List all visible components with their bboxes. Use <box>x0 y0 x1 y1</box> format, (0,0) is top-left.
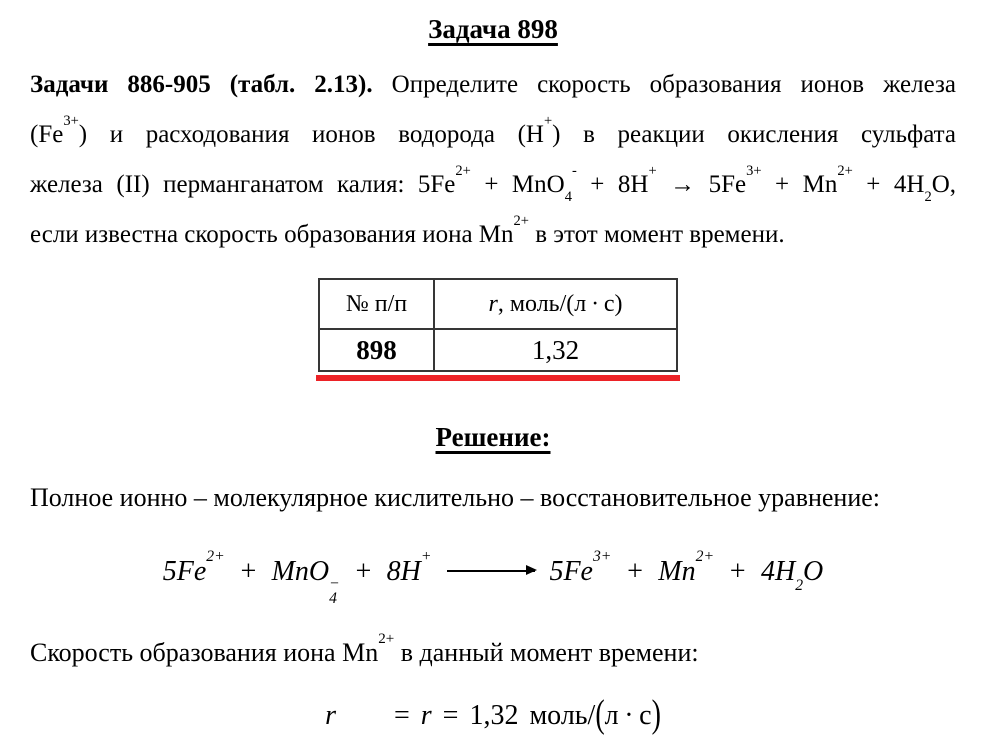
reaction-arrow-icon <box>447 570 535 572</box>
table-header-number: № п/п <box>319 279 434 329</box>
rate-statement: Скорость образования иона $Mn^{2+}$ в данный момент времени: <box>30 631 699 667</box>
final-formula: r = r = 1,32 моль/(л · с) <box>325 692 661 736</box>
statement-line-4: если известна скорость образования иона $Mn^{2+}$ в этот момент времени. <box>30 213 785 248</box>
problem-number-cell: 898 <box>319 329 434 371</box>
page-title: Задача 898 <box>428 14 558 44</box>
solution-heading: Решение: <box>435 422 551 452</box>
statement-line-2: $(Fe^{3+})$ и расходования ионов водорода (H+) в реакции окисления сульфата <box>30 113 956 148</box>
statement-line-1: Задачи 886-905 (табл. 2.13). Определите скорость образования ионов железа <box>30 71 956 98</box>
red-underline <box>316 375 680 381</box>
problem-statement <box>30 60 956 260</box>
table-header-row <box>319 279 677 329</box>
table-header-rate: r, моль/(л · с) <box>434 279 677 329</box>
statement-line-3: железа (II) перманганатом калия: $5Fe^{2+} + MnO_4^- + 8H^+ \to 5Fe^{3+} + Mn^{2+} + 4H_2O$, <box>30 163 956 206</box>
data-table <box>318 278 678 372</box>
charge-sub-sup-stack: − 4 <box>329 574 340 607</box>
reaction-equation: $5Fe^{2+}$ + MnO − 4 + 8H+ $5Fe^{3+} + Mn^{2+} + 4H_2O$ <box>162 548 824 607</box>
subscript-gap <box>336 723 394 724</box>
table-row <box>319 329 677 371</box>
rate-value-cell: 1,32 <box>434 329 677 371</box>
solution-intro: Полное ионно – молекулярное кислительно – восстановительное уравнение: <box>30 483 881 512</box>
